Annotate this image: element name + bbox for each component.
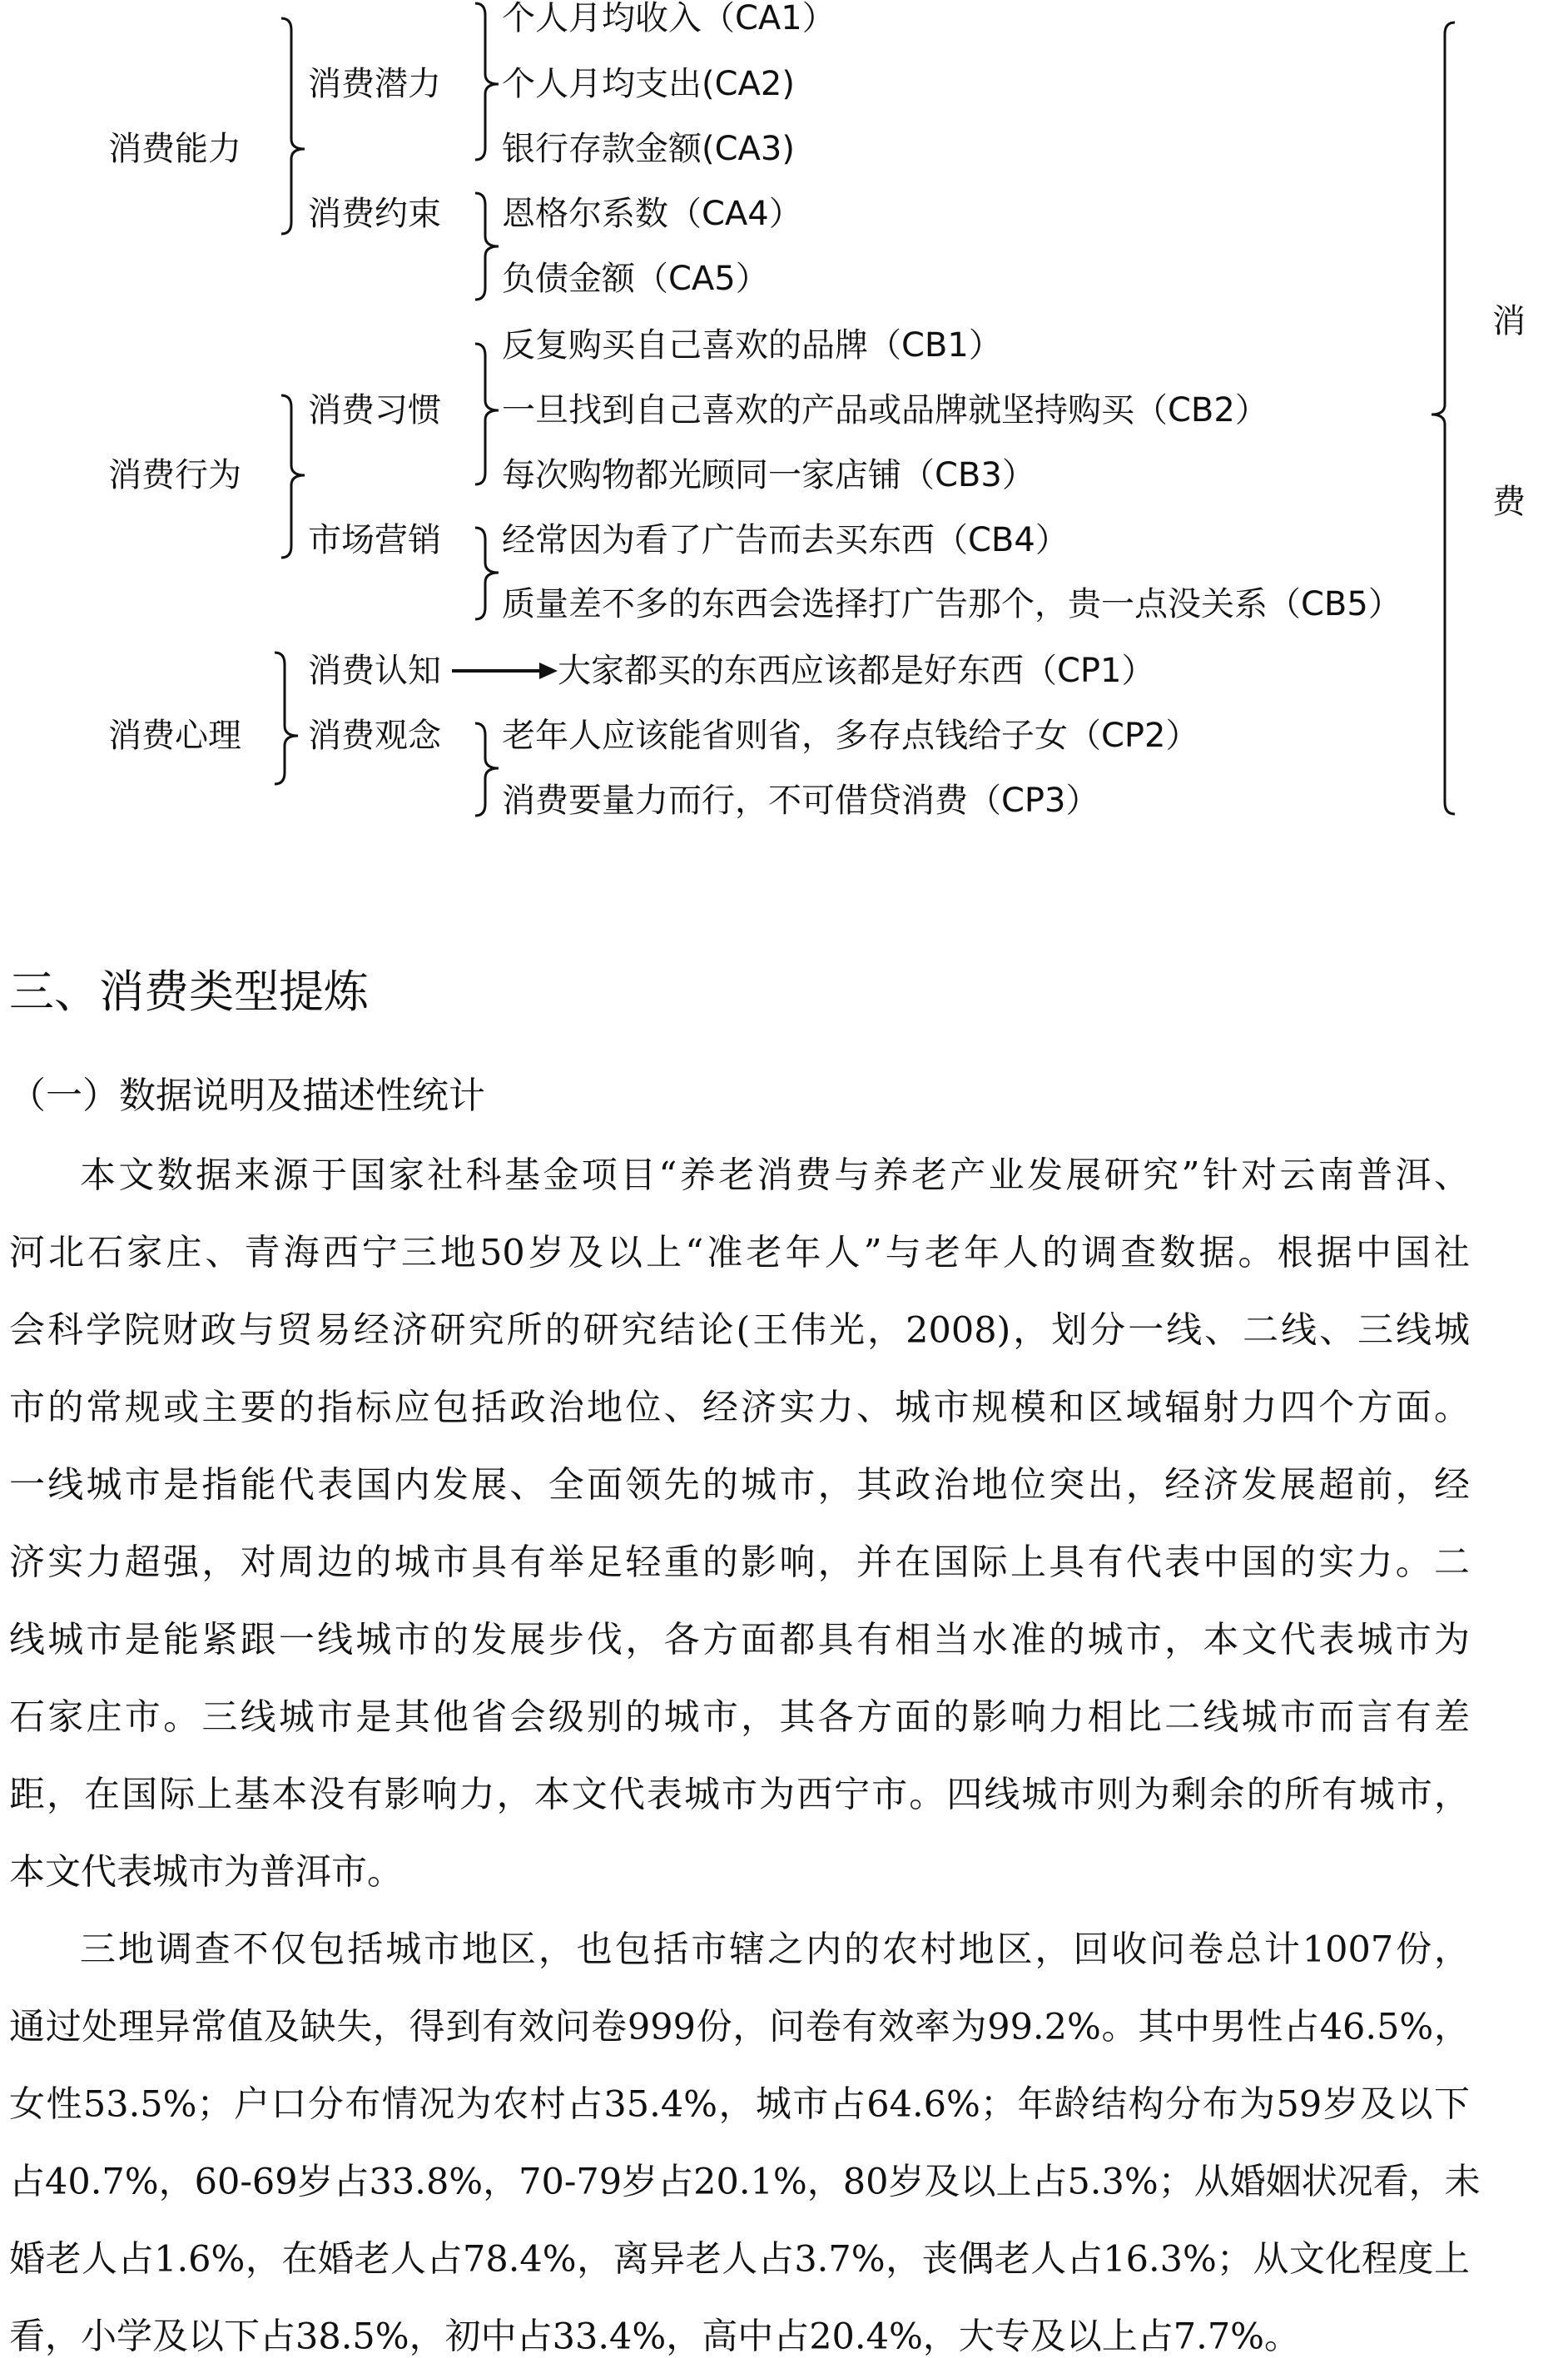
paragraph-line: 婚老人占1.6%，在婚老人占78.4%，离异老人占3.7%，丧偶老人占16.3%；从文化程度上	[9, 2238, 1470, 2281]
paragraph-line: 石家庄市。三线城市是其他省会级别的城市，其各方面的影响力相比二线城市而言有差	[9, 1696, 1470, 1739]
paragraph-line: 河北石家庄、青海西宁三地50岁及以上“准老年人”与老年人的调查数据。根据中国社	[9, 1232, 1470, 1274]
item-cp3: 消费要量力而行，不可借贷消费（CP3）	[502, 782, 1099, 820]
subsection-title: （一）数据说明及描述性统计	[9, 1075, 485, 1117]
group-consumption-psychology: 消费心理	[108, 717, 241, 755]
brace-consumption-behavior	[281, 395, 305, 558]
root-label-char: 费	[1492, 483, 1526, 521]
sub-consumption-potential: 消费潜力	[308, 65, 441, 103]
item-ca4: 恩格尔系数（CA4）	[502, 195, 802, 233]
paragraph-line: 占40.7%，60-69岁占33.8%，70-79岁占20.1%，80岁及以上占5.3%；从婚姻状况看，未	[9, 2161, 1481, 2203]
item-cb3: 每次购物都光顾同一家店铺（CB3）	[502, 456, 1035, 494]
paragraph-line: 距，在国际上基本没有影响力，本文代表城市为西宁市。四线城市则为剩余的所有城市，	[9, 1774, 1470, 1816]
brace-consumption-ability	[281, 18, 305, 234]
brace-consumption-habit	[475, 344, 499, 484]
paragraph-line: 会科学院财政与贸易经济研究所的研究结论(王伟光，2008)，划分一线、二线、三线城	[9, 1309, 1470, 1352]
sub-marketing: 市场营销	[308, 521, 441, 559]
item-cb4: 经常因为看了广告而去买东西（CB4）	[502, 521, 1069, 559]
item-ca1: 个人月均收入（CA1）	[502, 0, 836, 37]
sub-consumption-cognition: 消费认知	[308, 652, 441, 690]
brace-consumption-concept	[475, 723, 499, 816]
sub-consumption-constraint: 消费约束	[308, 195, 441, 233]
paragraph-line: 济实力超强，对周边的城市具有举足轻重的影响，并在国际上具有代表中国的实力。二	[9, 1541, 1470, 1584]
sub-consumption-concept: 消费观念	[308, 717, 441, 755]
group-consumption-ability: 消费能力	[108, 130, 241, 168]
paragraph-line: 本文代表城市为普洱市。	[9, 1851, 403, 1894]
brace-root	[1432, 22, 1455, 814]
arrow-head-icon	[539, 663, 558, 679]
root-label-char: 消	[1492, 302, 1526, 340]
paragraph-line: 线城市是能紧跟一线城市的发展步伐，各方面都具有相当水准的城市，本文代表城市为	[9, 1619, 1470, 1661]
paragraph-line: 女性53.5%；户口分布情况为农村占35.4%，城市占64.6%；年龄结构分布为59岁及以下	[9, 2083, 1470, 2126]
group-consumption-behavior: 消费行为	[108, 456, 241, 494]
paragraph-line: 看，小学及以下占38.5%，初中占33.4%，高中占20.4%，大专及以上占7.7%。	[9, 2316, 1301, 2358]
item-cb1: 反复购买自己喜欢的品牌（CB1）	[502, 326, 1002, 365]
item-cb2: 一旦找到自己喜欢的产品或品牌就坚持购买（CB2）	[502, 391, 1268, 429]
paragraph-line: 本文数据来源于国家社科基金项目“养老消费与养老产业发展研究”针对云南普洱、	[80, 1154, 1470, 1197]
paragraph-line: 三地调查不仅包括城市地区，也包括市辖之内的农村地区，回收问卷总计1007份，	[80, 1929, 1470, 1971]
paragraph-line: 市的常规或主要的指标应包括政治地位、经济实力、城市规模和区域辐射力四个方面。	[9, 1387, 1470, 1429]
paragraph-line: 一线城市是指能代表国内发展、全面领先的城市，其政治地位突出，经济发展超前，经	[9, 1464, 1470, 1507]
brace-consumption-constraint	[475, 193, 499, 300]
item-cp1: 大家都买的东西应该都是好东西（CP1）	[558, 652, 1155, 690]
brace-marketing	[475, 528, 499, 619]
item-ca3: 银行存款金额(CA3)	[502, 130, 795, 168]
brace-consumption-psychology	[275, 653, 298, 784]
item-ca2: 个人月均支出(CA2)	[502, 65, 795, 103]
item-ca5: 负债金额（CA5）	[502, 260, 769, 298]
item-cb5: 质量差不多的东西会选择打广告那个，贵一点没关系（CB5）	[502, 585, 1402, 623]
item-cp2: 老年人应该能省则省，多存点钱给子女（CP2）	[502, 717, 1199, 755]
sub-consumption-habit: 消费习惯	[308, 391, 441, 429]
paragraph-line: 通过处理异常值及缺失，得到有效问卷999份，问卷有效率为99.2%。其中男性占46.5%，	[9, 2006, 1470, 2048]
brace-consumption-potential	[475, 3, 499, 160]
section-title: 三、消费类型提炼	[9, 966, 369, 1018]
